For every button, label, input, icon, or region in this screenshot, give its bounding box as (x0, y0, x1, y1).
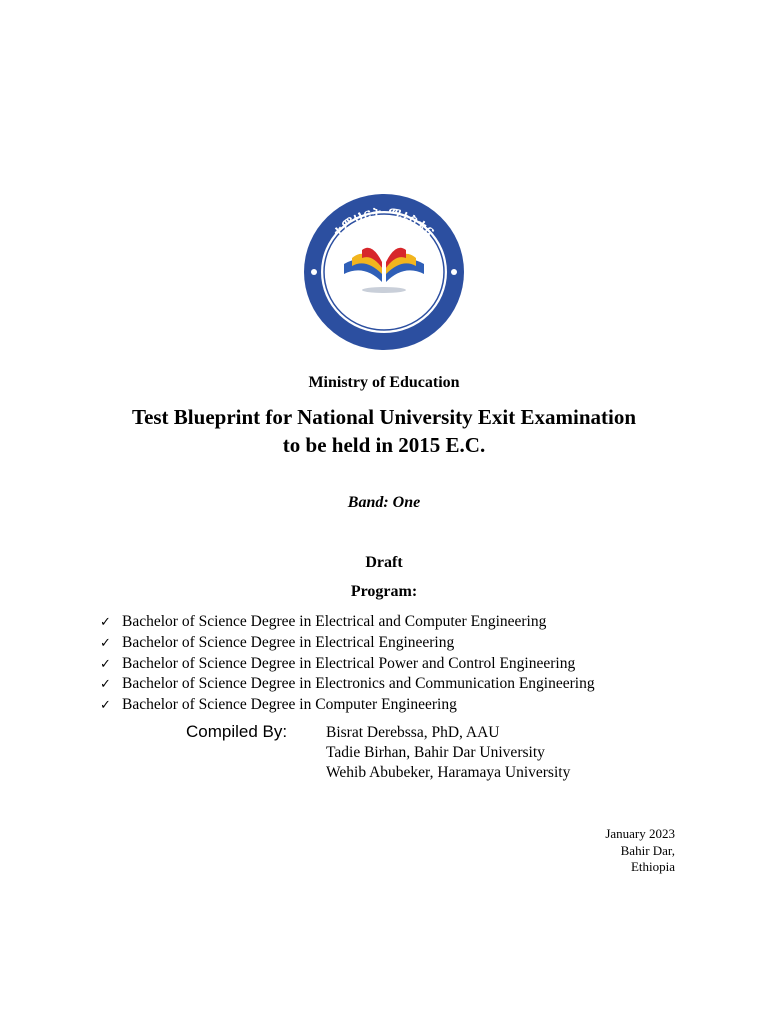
program-name: Bachelor of Science Degree in Computer Engineering (122, 696, 457, 714)
checkmark-icon: ✓ (100, 677, 111, 693)
list-item (100, 654, 595, 675)
checkmark-icon: ✓ (100, 656, 111, 672)
document-title (0, 403, 768, 459)
logo-top-text: ተምህርት ሚኒስቴር (330, 204, 438, 240)
publication-date: January 2023 (605, 826, 675, 841)
list-item (100, 633, 595, 654)
author-name: Tadie Birhan, Bahir Dar University (326, 744, 545, 761)
compiled-by-label: Compiled By: (186, 722, 288, 741)
logo-bottom-text: NISTRY OF EDUCATI (326, 278, 441, 325)
program-name: Bachelor of Science Degree in Electronics and Communication Engineering (122, 675, 595, 693)
program-name: Bachelor of Science Degree in Electrical and Computer Engineering (122, 613, 547, 630)
ministry-seal-icon (302, 192, 466, 352)
country: Ethiopia (630, 859, 675, 874)
author-name: Wehib Abubeker, Haramaya University (326, 764, 571, 781)
program-list (100, 612, 595, 716)
list-item (100, 612, 595, 633)
city: Bahir Dar, (620, 842, 675, 858)
checkmark-icon: ✓ (100, 615, 111, 630)
program-name: Bachelor of Science Degree in Electrical Power and Control Engineering (122, 654, 576, 672)
program-name: Bachelor of Science Degree in Electrical Engineering (122, 633, 455, 651)
title-line-1: Test Blueprint for National University Exit Examination (131, 405, 637, 429)
ministry-of-education-logo (302, 192, 466, 352)
title-line-2: to be held in 2015 E.C. (282, 433, 486, 457)
date-and-place (605, 826, 675, 876)
author-name: Bisrat Derebssa, PhD, AAU (326, 724, 500, 741)
list-item (100, 674, 595, 695)
checkmark-icon: ✓ (100, 635, 111, 651)
list-item (100, 695, 595, 716)
checkmark-icon: ✓ (100, 698, 111, 714)
organization-name: Ministry of Education (308, 374, 460, 391)
program-heading: Program: (350, 583, 418, 600)
band-label: Band: One (347, 494, 421, 511)
draft-status: Draft (365, 554, 403, 571)
author-list (326, 723, 570, 783)
